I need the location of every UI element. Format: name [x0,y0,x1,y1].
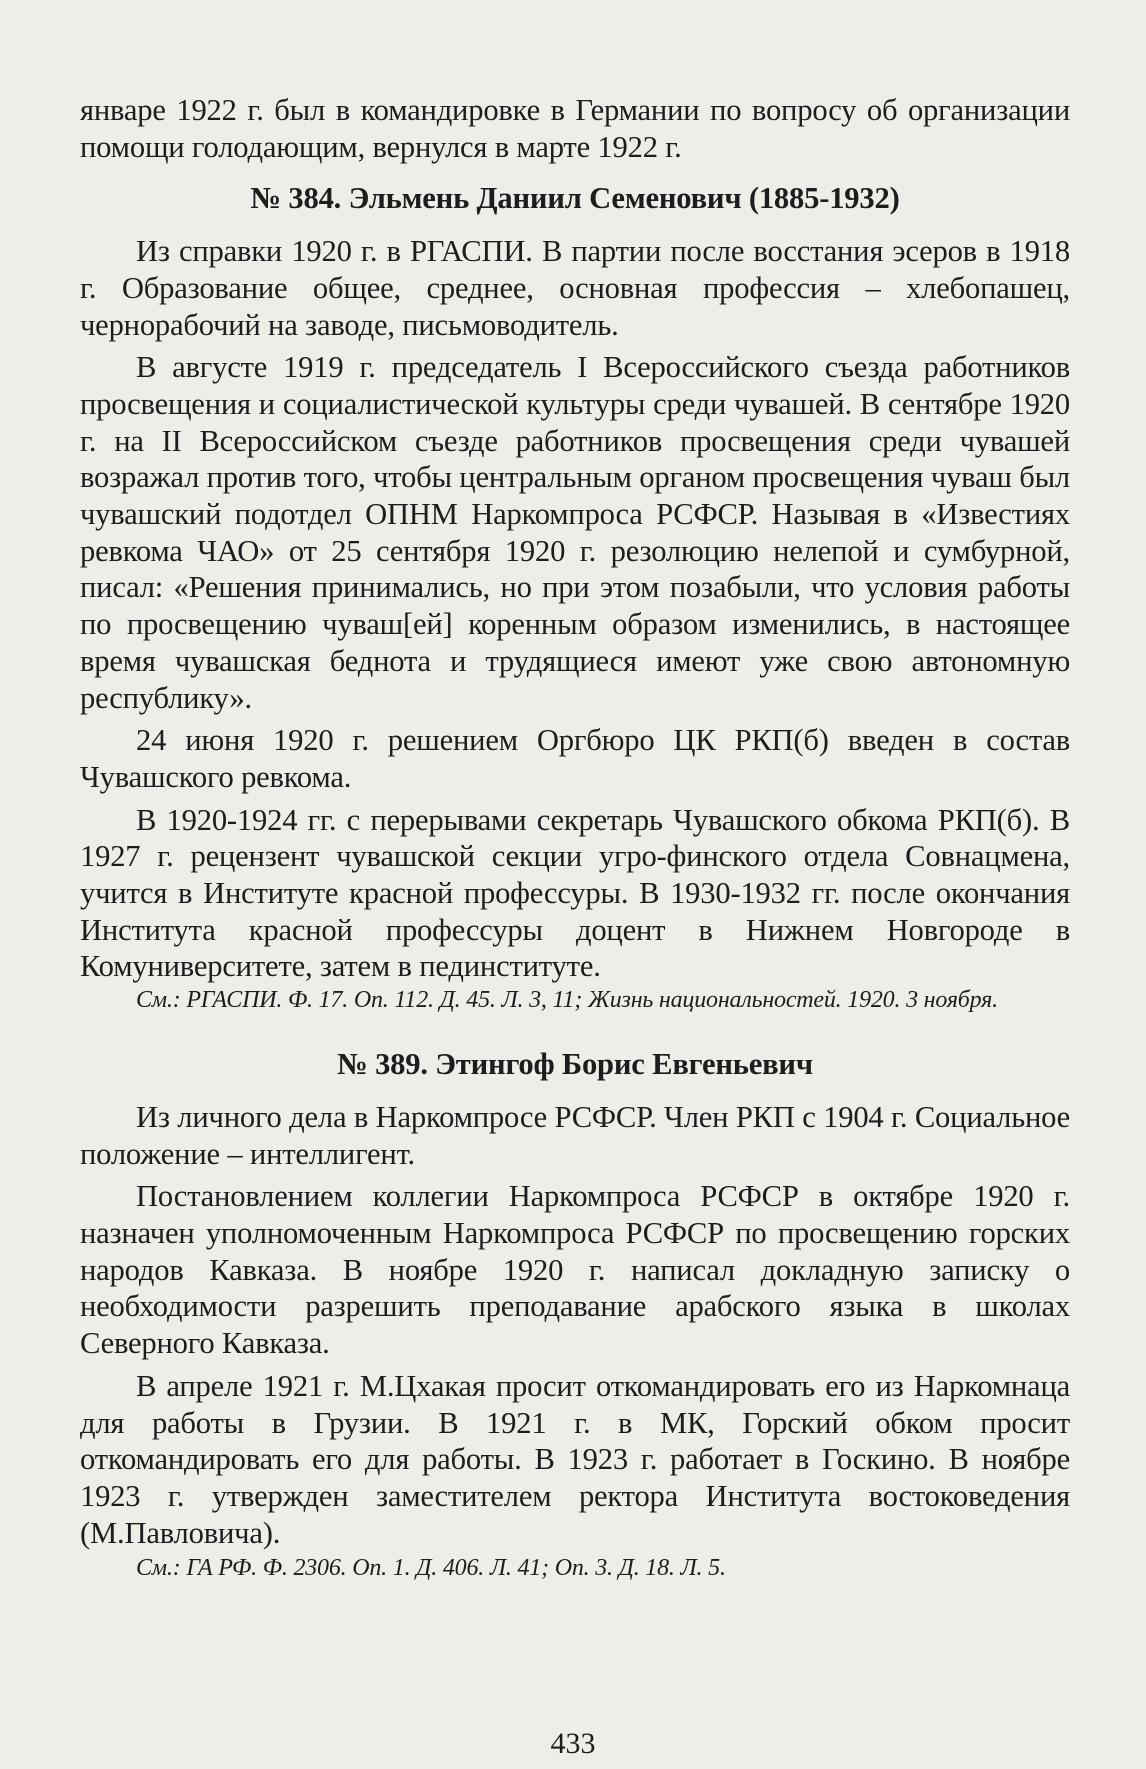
entry-384-paragraph-3: 24 июня 1920 г. решением Оргбюро ЦК РКП(б) введен в состав Чувашского ревкома. [80,723,1070,794]
entry-389-heading: № 389. Этингоф Борис Евгеньевич [337,1047,813,1082]
page-body [80,92,1070,1584]
entry-389-source: См.: ГА РФ. Ф. 2306. Оп. 1. Д. 406. Л. 41; Оп. 3. Д. 18. Л. 5. [136,1555,726,1582]
entry-389-paragraph-3: В апреле 1921 г. М.Цхакая просит откомандировать его из Наркомнаца для работы в Грузии. В 1921 г. в МК, Горский обком просит откомандировать его для работы. В 1923 г. работает в Госкино. В ноябре 1923 г. утвержден заместителем ректора Института востоковедения (М.Павловича). [80,1368,1070,1550]
entry-384-paragraph-2: В августе 1919 г. председатель I Всероссийского съезда работников просвещения и социалистической культуры среди чувашей. В сентябре 1920 г. на II Всероссийском съезде работников просвещения среди чувашей возражал против того, чтобы центральным органом просвещения чуваш был чувашский подотдел ОПНМ Наркомпроса РСФСР. Называя в «Известиях ревкома ЧАО» от 25 сентября 1920 г. резолюцию нелепой и сумбурной, писал: «Решения принимались, но при этом позабыли, что условия работы по просвещению чуваш[ей] коренным образом изменились, в настоящее время чувашская беднота и трудящиеся имеют уже свою автономную республику». [80,350,1070,715]
entry-389-paragraph-2: Постановлением коллегии Наркомпроса РСФСР в октябре 1920 г. назначен уполномоченным Наркомпроса РСФСР по просвещению горских народов Кавказа. В ноябре 1920 г. написал докладную записку о необходимости разрешить преподавание арабского языка в школах Северного Кавказа. [80,1179,1070,1361]
entry-384-paragraph-1: Из справки 1920 г. в РГАСПИ. В партии после восстания эсеров в 1918 г. Образование общее, среднее, основная профессия – хлебопашец, чернорабочий на заводе, письмоводитель. [80,234,1070,342]
page-number: 433 [550,1727,596,1760]
entry-389-paragraph-1: Из личного дела в Наркомпросе РСФСР. Член РКП с 1904 г. Социальное положение – интеллигент. [80,1099,1070,1171]
entry-384-heading: № 384. Эльмень Даниил Семенович (1885-1932) [250,181,900,216]
entry-384-paragraph-4: В 1920-1924 гг. с перерывами секретарь Чувашского обкома РКП(б). В 1927 г. рецензент чувашской секции угро-финского отдела Совнацмена, учится в Институте красной профессуры. В 1930-1932 гг. после окончания Института красной профессуры доцент в Нижнем Новгороде в Комуниверситете, затем в пединституте. [80,802,1070,984]
entry-384-source: См.: РГАСПИ. Ф. 17. Оп. 112. Д. 45. Л. 3, 11; Жизнь национальностей. 1920. 3 ноября. [136,987,998,1014]
intro-paragraph: январе 1922 г. был в командировке в Германии по вопросу об организации помощи голодающим, вернулся в марте 1922 г. [80,93,1070,164]
